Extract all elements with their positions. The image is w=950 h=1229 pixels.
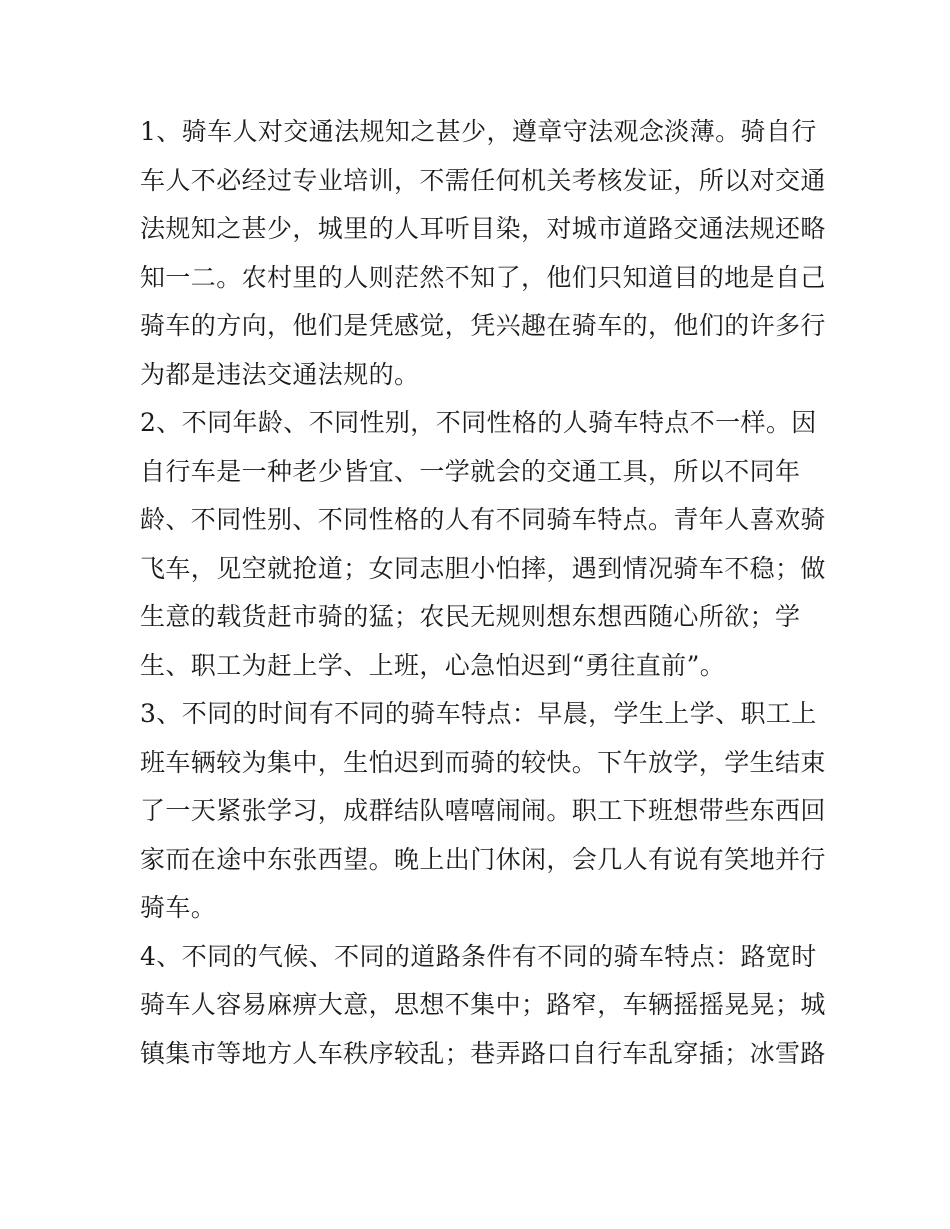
text-line: 了一天紧张学习，成群结队嘻嘻闹闹。职工下班想带些东西回 bbox=[140, 796, 826, 825]
text-line: 为都是违法交通法规的。 bbox=[140, 359, 420, 389]
text-line: 1、骑车人对交通法规知之甚少，遵章守法观念淡薄。骑自行 bbox=[140, 117, 817, 146]
text-line: 法规知之甚少，城里的人耳听目染，对城市道路交通法规还略 bbox=[140, 214, 826, 243]
text-line: 生意的载货赶市骑的猛；农民无规则想东想西随心所欲；学 bbox=[140, 602, 801, 631]
text-line: 骑车人容易麻痹大意，思想不集中；路窄，车辆摇摇晃晃；城 bbox=[140, 990, 826, 1019]
text-line: 生、职工为赶上学、上班，心急怕迟到“勇往直前”。 bbox=[140, 650, 726, 680]
text-line: 2、不同年龄、不同性别，不同性格的人骑车特点不一样。因 bbox=[140, 408, 817, 437]
paragraph-2 bbox=[140, 399, 826, 690]
text-line: 骑车的方向，他们是凭感觉，凭兴趣在骑车的，他们的许多行 bbox=[140, 311, 826, 340]
text-line: 3、不同的时间有不同的骑车特点：早晨，学生上学、职工上 bbox=[140, 699, 817, 728]
text-line: 班车辆较为集中，生怕迟到而骑的较快。下午放学，学生结束 bbox=[140, 747, 826, 777]
paragraph-4 bbox=[140, 933, 826, 1079]
text-line: 自行车是一种老少皆宜、一学就会的交通工具，所以不同年 bbox=[140, 456, 801, 486]
text-line: 镇集市等地方人车秩序较乱；巷弄路口自行车乱穿插；冰雪路 bbox=[140, 1038, 826, 1068]
text-line: 车人不必经过专业培训，不需任何机关考核发证，所以对交通 bbox=[140, 165, 826, 195]
text-line: 4、不同的气候、不同的道路条件有不同的骑车特点：路宽时 bbox=[140, 941, 817, 971]
paragraph-3 bbox=[140, 690, 826, 933]
text-line: 知一二。农村里的人则茫然不知了，他们只知道目的地是自己 bbox=[140, 262, 826, 292]
paragraph-1 bbox=[140, 108, 826, 399]
document-body bbox=[140, 108, 826, 1078]
text-line: 飞车，见空就抢道；女同志胆小怕摔，遇到情况骑车不稳；做 bbox=[140, 553, 826, 583]
text-line: 家而在途中东张西望。晚上出门休闲，会几人有说有笑地并行 bbox=[140, 844, 826, 874]
text-line: 龄、不同性别、不同性格的人有不同骑车特点。青年人喜欢骑 bbox=[140, 505, 826, 534]
text-line: 骑车。 bbox=[140, 893, 217, 922]
